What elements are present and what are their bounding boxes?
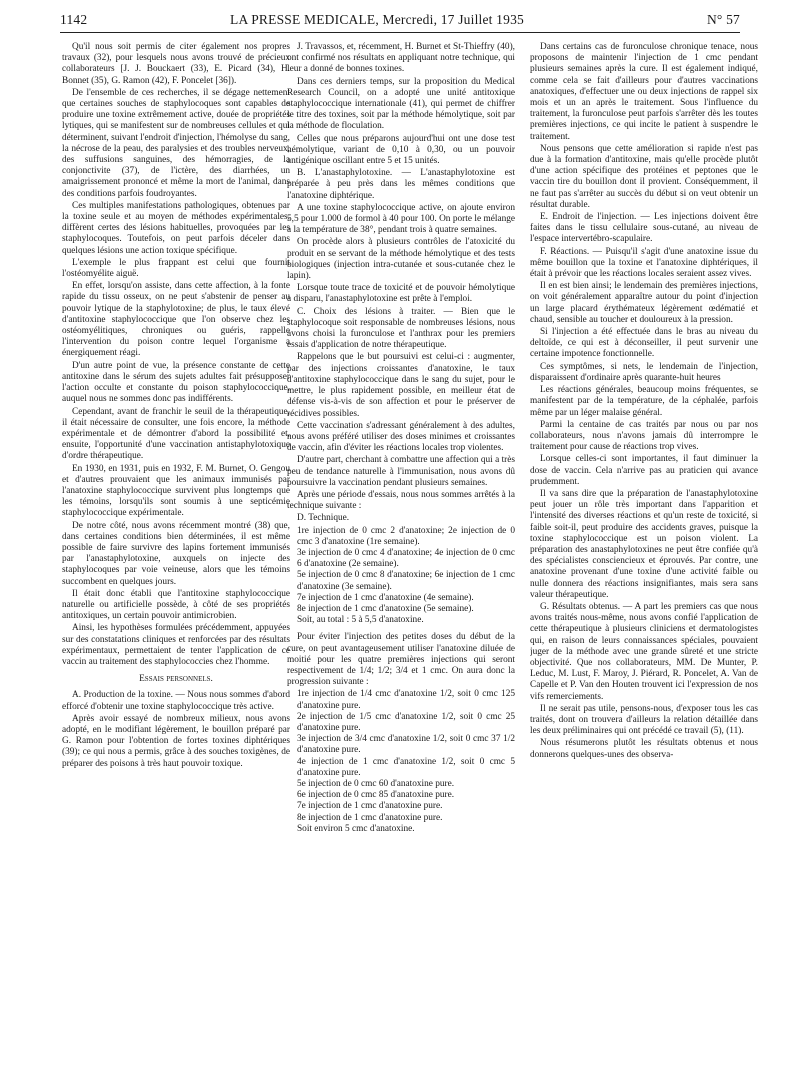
paragraph: 1re injection de 1/4 cmc d'anatoxine 1/2, soit 0 cmc 125 d'anatoxine pure. — [297, 689, 515, 711]
paragraph: Après une période d'essais, nous nous sommes arrêtés à la technique suivante : — [287, 489, 515, 512]
paragraph: D. Technique. — [297, 513, 350, 524]
paragraph: Soit, au total : 5 à 5,5 d'anatoxine. — [297, 615, 424, 626]
paragraph: Nous résumerons plutôt les résultats obtenus et nous donnerons quelques-unes des observa- — [530, 738, 758, 760]
paragraph: Lorsque toute trace de toxicité et de pouvoir hémolytique a disparu, l'anastaphylotoxine est prête à l'emploi. — [287, 283, 515, 305]
paragraph: D'un autre point de vue, la présence constante de cette antitoxine dans le sérum des sujets adultes fait présupposer l'action occulte et constante du poison staphylococcique, auquel nous ne sommes donc pas indifférents. — [62, 360, 290, 405]
column-1-after-heading — [62, 690, 290, 769]
paragraph: B. L'anastaphylotoxine. — L'anastaphylotoxine est préparée à peu près dans les mêmes conditions que l'anatoxine diphtérique. — [287, 168, 515, 201]
paragraph: Il va sans dire que la préparation de l'anastaphylotoxine peut jouer un rôle très important dans l'apparition et l'intensité des diverses réactions et qu'un reste de toxicité, si faible soit-il, peut produire des accidents graves, puisque la toxine staphylococcique est un poison violent. La préparation des anastaphylotoxines ne peut être confiée qu'à des spécialistes consciencieux et éprouvés. Par contre, une anatoxine provenant d'une toxine d'une activité faible ou nulle donnera des réactions insignifiantes, mais sera sans valeur thérapeutique. — [530, 488, 758, 600]
column-2 — [287, 42, 515, 1072]
technique-list — [287, 526, 515, 627]
paragraph: 7e injection de 1 cmc d'anatoxine pure. — [297, 801, 443, 812]
issue-number: N° 57 — [706, 12, 740, 27]
column-2-body — [287, 42, 515, 525]
paragraph: Qu'il nous soit permis de citer également nos propres travaux (32), pour lesquels nous avons trouvé de précieux collaborateurs [J. J. Bouckaert (33), E. Picard (34), H. Bonnet (35), G. Ramon (42), F. Poncelet [36]). — [62, 42, 290, 86]
paragraph: Rappelons que le but poursuivi est celui-ci : augmenter, par des injections croissantes d'anatoxine, le taux d'antitoxine staphylococcique dans le sang du sujet, pour le mettre, le plus rapidement possible, en meilleur état de défense vis-à-vis de son affection et pour le préserver de récidives possibles. — [287, 352, 515, 419]
page-header — [60, 10, 740, 33]
column-3 — [530, 42, 758, 1072]
paragraph: Il était donc établi que l'antitoxine staphylococcique naturelle ou artificielle possède, à côté de ses propriétés antitoxiques, un certain pouvoir antimicrobien. — [62, 588, 290, 622]
paragraph: Cependant, avant de franchir le seuil de la thérapeutique, il était nécessaire de consulter, une fois encore, la méthode expérimentale et de démontrer d'abord la possibilité et, ensuite, l'opportunité d'une vaccination antistaphylotoxique d'ordre thérapeutique. — [62, 406, 290, 462]
paragraph: 7e injection de 1 cmc d'anatoxine (4e semaine). — [297, 592, 474, 603]
paragraph: Ainsi, les hypothèses formulées précédemment, appuyées sur des constatations cliniques et renforcées par des résultats expérimentaux, permettaient de tenter l'application de ce vaccin au traitement des staphylococcies chez l'homme. — [62, 623, 290, 667]
paragraph: F. Réactions. — Puisqu'il s'agit d'une anatoxine issue du même bouillon que la toxine et l'anatoxine diphtériques, il était à prévoir que les réactions locales seraient assez vives. — [530, 246, 758, 280]
paragraph: 3e injection de 3/4 cmc d'anatoxine 1/2, soit 0 cmc 37 1/2 d'anatoxine pure. — [297, 734, 515, 756]
paragraph: On procède alors à plusieurs contrôles de l'atoxicité du produit en se servant de la méthode hémolytique et des tests biologiques (injection intra-cutanée et sous-cutanée chez le lapin). — [287, 237, 515, 282]
paragraph: Ces multiples manifestations pathologiques, obtenues par la toxine seule et au moyen de méthodes expérimentales, diffèrent certes des lésions habituelles, provoquées par les staphylocoques. Toutefois, on peut parfois déceler dans quelques lésions une action toxique spécifique. — [62, 200, 290, 256]
paragraph: Après avoir essayé de nombreux milieux, nous avons adopté, en le modifiant légèrement, le bouillon préparé par G. Ramon pour l'obtention de fortes toxines diphtériques (39); ce qui nous a permis, grâce à des souches toxigènes, de préparer des poisons à très haut pouvoir toxique. — [62, 713, 290, 769]
paragraph: Pour éviter l'injection des petites doses du début de la cure, on peut avantageusement utiliser l'anatoxine diluée de moitié pour les quatre premières injections qui seront respectivement de 1/4; 1/2; 3/4 et 1 cmc. On aura donc la progression suivante : — [287, 632, 515, 688]
paragraph: 6e injection de 0 cmc 85 d'anatoxine pure. — [297, 790, 455, 801]
paragraph: G. Résultats obtenus. — A part les premiers cas que nous avons traités nous-même, nous avons confié l'application de cette thérapeutique à plusieurs cliniciens et dermatologistes qui, en raison de leurs connaissances spéciales, pouvaient juger de la méthode avec une grande sûreté et une stricte objectivité. Que nos collaborateurs, MM. De Munter, P. Leduc, M. Lust, F. Maroy, J. Piérard, R. Poncelet, A. Van de Capelle et P. Van den Houten trouvent ici l'expression de nos vifs remerciements. — [530, 601, 758, 702]
paragraph: 4e injection de 1 cmc d'anatoxine 1/2, soit 0 cmc 5 d'anatoxine pure. — [297, 756, 515, 778]
paragraph: C. Choix des lésions à traiter. — Bien que le staphylocoque soit responsable de nombreuses lésions, nous avons choisi la furonculose et l'anthrax pour les premiers essais d'application de notre thérapeutique. — [287, 306, 515, 351]
paragraph: 5e injection de 0 cmc 60 d'anatoxine pure. — [297, 779, 455, 789]
paragraph: 2e injection de 1/5 cmc d'anatoxine 1/2, soit 0 cmc 25 d'anatoxine pure. — [297, 711, 515, 733]
paragraph: Soit environ 5 cmc d'anatoxine. — [297, 823, 415, 834]
paragraph: Ces symptômes, si nets, le lendemain de l'injection, disparaissent d'ordinaire après quarante-huit heures — [530, 361, 758, 383]
paragraph: A. Production de la toxine. — Nous nous sommes d'abord efforcé d'obtenir une toxine staphylococcique très active. — [62, 690, 290, 712]
paragraph: De l'ensemble de ces recherches, il se dégage nettement que certaines souches de staphylocoques sont capables de produire une toxine extrêmement active, douée de propriétés lytiques, qui se manifestent sur de nombreuses cellules et qui déterminent, suivant l'endroit d'injection, l'hémolyse du sang, la nécrose de la peau, des paralysies et des troubles nerveux, des suffusions sanguines, des hémorragies, de la conjonctivite (37), de l'ictère, des diarrhées, un amaigrissement prononcé et même la mort de l'animal, dans des conditions parfois foudroyantes. — [62, 87, 290, 199]
paragraph: L'exemple le plus frappant est celui que fournit l'ostéomyélite aiguë. — [62, 257, 290, 280]
paragraph: 8e injection de 1 cmc d'anatoxine (5e semaine). — [297, 603, 474, 614]
paragraph: 1re injection de 0 cmc 2 d'anatoxine; 2e injection de 0 cmc 3 d'anatoxine (1re semaine). — [297, 525, 515, 547]
column-1 — [62, 42, 290, 1072]
paragraph: J. Travassos, et, récemment, H. Burnet et St-Thieffry (40), ont confirmé nos résultats en appliquant notre technique, qui leur a donné de bonnes toxines. — [287, 42, 515, 75]
progression-list — [287, 689, 515, 835]
paragraph: Nous pensons que cette amélioration si rapide n'est pas due à la formation d'antitoxine, mais qu'elle procède plutôt d'une action spécifique des protéines et peptones que le vaccin tire du bouillon dont il provient. Conséquemment, il ne faut pas s'arrêter au succès du début si on veut obtenir un résultat durable. — [530, 143, 758, 210]
paragraph: Si l'injection a été effectuée dans le bras au niveau du deltoïde, ce qui est à déconseiller, il peut survenir une certaine impotence fonctionnelle. — [530, 327, 758, 360]
paragraph: En 1930, en 1931, puis en 1932, F. M. Burnet, O. Gengou et d'autres prouvaient que les animaux immunisés par l'anatoxine staphylococcique survivent plus longtemps que les témoins, lorsqu'ils sont soumis à une septicémie staphylococcique expérimentale. — [62, 463, 290, 519]
paragraph: Dans ces derniers temps, sur la proposition du Medical Research Council, on a adopté une unité antitoxique staphylococcique internationale (41), qui permet de chiffrer le titre des toxines, soit par la méthode hémolytique, soit par la méthode de floculation. — [287, 76, 515, 132]
paragraph: De notre côté, nous avons récemment montré (38) que, dans certaines conditions bien déterminées, il est même possible de faire survivre des lapins fortement immunisés par l'anastaphylotoxine, auxquels on injecte des staphylocoques par voie veineuse, alors que les témoins succombent en quelques jours. — [62, 520, 290, 587]
paragraph: Les réactions générales, beaucoup moins fréquentes, se manifestent par de la température, de la céphalée, parfois même par un léger malaise général. — [530, 385, 758, 418]
paragraph: Celles que nous préparons aujourd'hui ont une dose test hémolytique, variant de 0,10 à 0,30, ou un pouvoir antigénique oscillant entre 5 et 15 unités. — [287, 133, 515, 167]
paragraph: E. Endroit de l'injection. — Les injections doivent être faites dans le tissu cellulaire sous-cutané, au niveau de l'espace intervertébro-scapulaire. — [530, 212, 758, 245]
paragraph: Dans certains cas de furonculose chronique tenace, nous proposons de maintenir l'injection de 1 cmc pendant plusieurs semaines après la cure. Il est également indiqué, comme cela se fait d'ailleurs pour d'autres vaccinations anatoxiques, d'effectuer une ou deux injections de rappel six mois et un an après le traitement. Sous l'influence du traitement, la furonculose peut parfois s'arrêter dès les toutes premières injections, ce qui incite le patient à suspendre le traitement. — [530, 42, 758, 142]
paragraph: 5e injection de 0 cmc 8 d'anatoxine; 6e injection de 1 cmc d'anatoxine (3e semaine). — [297, 570, 515, 592]
column-1-body — [62, 42, 290, 668]
paragraph: Parmi la centaine de cas traités par nous ou par nos collaborateurs, nous n'avons jamais dû interrompre le traitement pour cause de réactions trop vives. — [530, 419, 758, 453]
paragraph: D'autre part, cherchant à combattre une affection qui a très peu de tendance naturelle à l'immunisation, nous avons dû poursuivre la vaccination pendant plusieurs semaines. — [287, 455, 515, 488]
paragraph: Lorsque celles-ci sont importantes, il faut diminuer la dose de vaccin. Cela n'arrive pas au praticien qui avance prudemment. — [530, 454, 758, 487]
journal-title: LA PRESSE MEDICALE, Mercredi, 17 Juillet 1935 — [230, 12, 524, 27]
page-number: 1142 — [60, 12, 88, 27]
paragraph: Cette vaccination s'adressant généralement à des adultes, nous avons préféré utiliser des doses minimes et croissantes de vaccin, afin d'éviter les réactions locales trop violentes. — [287, 420, 515, 454]
paragraph: Il en est bien ainsi; le lendemain des premières injections, on voit généralement apparaître autour du point d'injection un large placard érythémateux légèrement œdématié et chaud, sensible au toucher et douloureux à la pression. — [530, 281, 758, 325]
paragraph: 3e injection de 0 cmc 4 d'anatoxine; 4e injection de 0 cmc 6 d'anatoxine (2e semaine). — [297, 547, 515, 570]
paragraph: Il ne serait pas utile, pensons-nous, d'exposer tous les cas traités, dont on trouvera d'ailleurs la relation détaillée dans les deux préliminaires qui ont précédé ce travail (5), (11). — [530, 703, 758, 737]
paragraph: En effet, lorsqu'on assiste, dans cette affection, à la fonte rapide du tissu osseux, on ne peut s'abstenir de penser au pouvoir lytique de la staphylotoxine; de plus, le taux élevé d'antitoxine staphylococcique que l'on observe chez les ostéomyélitiques, chroniques ou guéris, rappelle l'intervention du poison contre lequel l'organisme a énergiquement réagi. — [62, 281, 290, 359]
section-heading: Essais personnels. — [139, 674, 213, 685]
column-3-body — [530, 42, 758, 761]
paragraph: A une toxine staphylococcique active, on ajoute environ 5,5 pour 1.000 de formol à 40 pour 100. On porte le mélange à la température de 38°, pendant trois à quatre semaines. — [287, 202, 515, 236]
paragraph: 8e injection de 1 cmc d'anatoxine pure. — [297, 812, 443, 823]
